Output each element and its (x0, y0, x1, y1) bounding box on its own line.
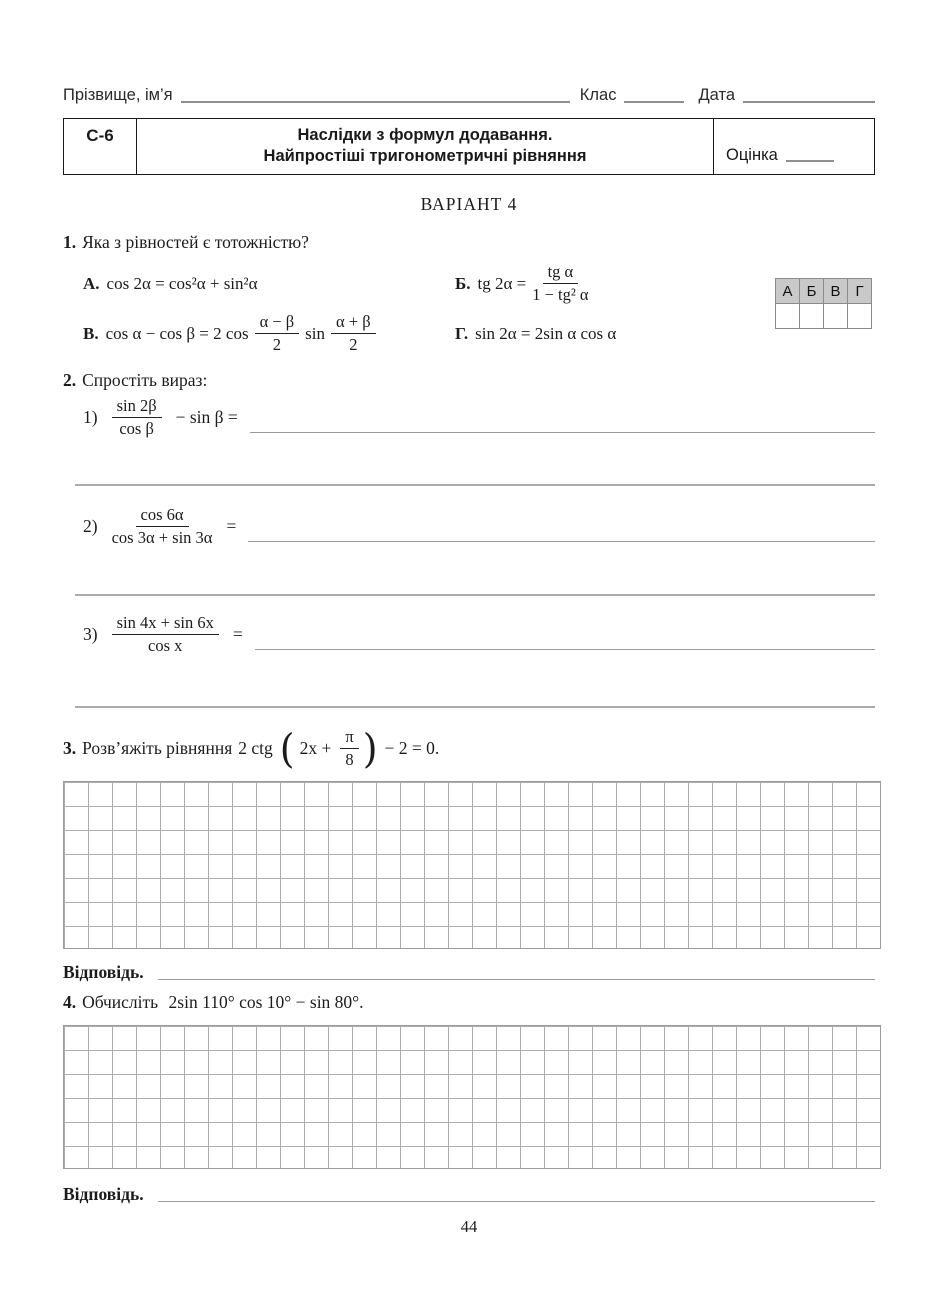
separator-line-2 (75, 594, 875, 596)
option-v-fraction-1-num: α − β (255, 313, 300, 334)
option-v-fraction-1 (255, 313, 300, 355)
q3-formula-inner: 2x + (299, 738, 332, 759)
separator-line-3 (75, 706, 875, 708)
question-2-prompt: Спростіть вираз: (82, 369, 208, 390)
q4-answer-line[interactable] (158, 1200, 875, 1202)
q2-item-2-fraction-den: cos 3α + sin 3α (111, 528, 213, 548)
class-label: Клас (579, 86, 617, 104)
answer-grid (775, 278, 872, 329)
question-2-number: 2. (63, 369, 77, 390)
q2-item-1-label: 1) (83, 407, 98, 428)
question-1-prompt: Яка з рівностей є тотожністю? (82, 232, 309, 252)
option-b-key: Б. (455, 273, 471, 293)
name-fill-line[interactable] (181, 86, 570, 103)
q2-item-1-answer-line[interactable] (250, 431, 875, 433)
option-a-key: А. (83, 273, 100, 293)
answer-cell-b[interactable] (800, 304, 824, 328)
answer-cell-v[interactable] (824, 304, 848, 328)
q2-item-3-answer-line[interactable] (255, 648, 875, 650)
option-v-fraction-2-den: 2 (349, 335, 358, 355)
q2-item-2-post: = (226, 516, 237, 537)
q4-answer-label: Відповідь. (63, 1183, 144, 1204)
q2-item-2-fraction (112, 506, 213, 548)
date-fill-line[interactable] (743, 86, 875, 103)
q3-formula-post: − 2 = 0. (384, 738, 440, 759)
q3-answer-line[interactable] (158, 978, 875, 980)
option-v-fraction-2 (331, 313, 376, 355)
answer-cell-g[interactable] (848, 304, 871, 328)
q4-formula: 2sin 110° cos 10° − sin 80°. (168, 991, 364, 1012)
option-a (83, 269, 455, 299)
question-3: 3. Розв’яжіть рівняння 2 ctg ( 2x + $\frac{\pi}{8}$ ) − 2 = 0. (63, 725, 440, 772)
variant-title: ВАРІАНТ 4 (420, 194, 518, 214)
q3-formula-pre: 2 ctg (238, 738, 273, 759)
option-b-formula-pre: tg 2α = (477, 273, 527, 293)
date-label: Дата (698, 86, 735, 104)
q3-fraction-den: 8 (345, 750, 354, 770)
question-3-prompt: Розв’яжіть рівняння (82, 738, 233, 759)
student-info-row (63, 86, 875, 105)
q2-item-3 (63, 614, 875, 656)
answer-grid-header-a: А (776, 279, 800, 303)
q2-item-2-answer-line[interactable] (248, 540, 875, 542)
q2-item-3-label: 3) (83, 624, 98, 645)
q2-item-1 (63, 397, 875, 439)
test-title-line1: Наслідки з формул додавання. (297, 126, 553, 144)
q2-item-1-post: − sin β = (175, 407, 238, 428)
option-v-fraction-2-num: α + β (331, 313, 376, 334)
grade-fill-line[interactable] (786, 145, 834, 162)
answer-grid-header-v: В (824, 279, 848, 303)
option-b-fraction-den: 1 − tg² α (532, 285, 589, 305)
q3-answer-row (63, 962, 875, 983)
test-title-line2: Найпростіші тригонометричні рівняння (263, 147, 587, 165)
class-fill-line[interactable] (624, 86, 684, 103)
name-label: Прізвище, ім’я (63, 86, 173, 104)
q2-item-2-fraction-num: cos 6α (136, 506, 189, 527)
question-1-number: 1. (63, 232, 77, 252)
test-code: С-6 (64, 119, 137, 174)
option-v (83, 313, 455, 355)
answer-cell-a[interactable] (776, 304, 800, 328)
option-g-formula: sin 2α = 2sin α cos α (475, 323, 617, 343)
q2-item-2 (63, 506, 875, 548)
page-number: 44 (460, 1216, 478, 1236)
q3-answer-label: Відповідь. (63, 961, 144, 982)
question-4-number: 4. (63, 991, 77, 1012)
worksheet-page (63, 0, 875, 1237)
q4-answer-row (63, 1184, 875, 1205)
question-4-prompt: Обчисліть (82, 991, 159, 1012)
work-grid-q3[interactable] (63, 781, 881, 949)
option-b-fraction-num: tg α (543, 263, 579, 284)
q3-fraction (340, 728, 358, 770)
option-a-formula: cos 2α = cos²α + sin²α (106, 273, 258, 293)
option-v-key: В. (83, 323, 99, 343)
question-3-number: 3. (63, 738, 77, 759)
work-grid-q4[interactable] (63, 1025, 881, 1169)
option-b-fraction (532, 263, 588, 305)
option-v-formula-pre: cos α − cos β = 2 cos (105, 323, 249, 343)
q2-item-2-label: 2) (83, 516, 98, 537)
separator-line-1 (75, 484, 875, 486)
question-1-options (63, 263, 875, 355)
answer-grid-header-g: Г (855, 282, 864, 300)
option-v-fraction-1-den: 2 (272, 335, 281, 355)
question-4 (63, 992, 875, 1013)
q2-item-3-fraction-num: sin 4x + sin 6x (112, 614, 219, 635)
q2-item-1-fraction (112, 397, 162, 439)
answer-grid-header-b: Б (800, 279, 824, 303)
answer-grid-cells (776, 304, 871, 328)
q2-item-3-fraction (112, 614, 219, 656)
question-2 (63, 370, 875, 391)
option-v-formula-mid: sin (305, 323, 326, 343)
q2-item-1-fraction-den: cos β (119, 419, 154, 439)
q2-item-1-fraction-num: sin 2β (112, 397, 162, 418)
test-title (137, 119, 714, 174)
test-header-box (63, 118, 875, 175)
answer-grid-header (776, 279, 871, 304)
q3-fraction-num: π (340, 728, 358, 749)
grade-cell (714, 119, 874, 174)
question-1 (63, 232, 875, 253)
option-g-key: Г. (455, 323, 469, 343)
q2-item-3-fraction-den: cos x (148, 636, 183, 656)
grade-label: Оцінка (726, 146, 778, 164)
q2-item-3-post: = (232, 624, 243, 645)
